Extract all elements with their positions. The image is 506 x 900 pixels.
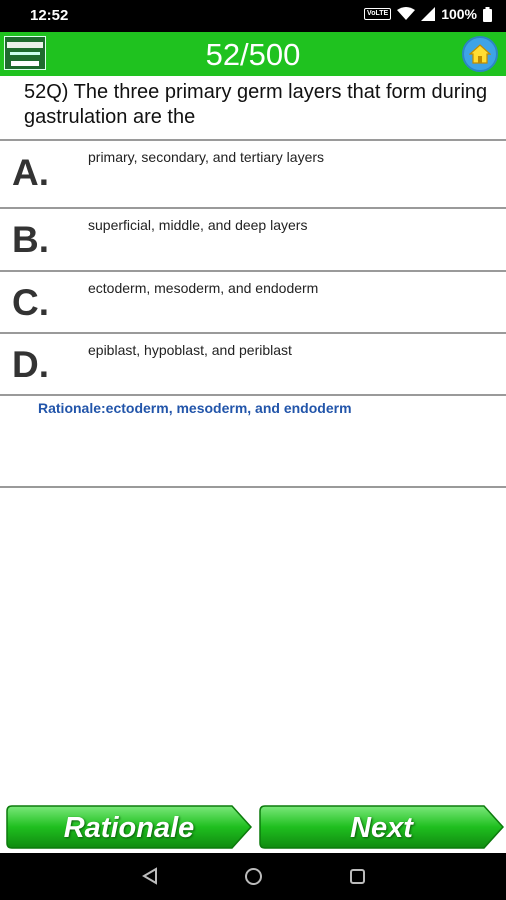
status-bar [0, 0, 506, 32]
back-icon[interactable] [141, 867, 159, 885]
battery-percent: 100% [441, 6, 477, 22]
rationale-text: Rationale:ectoderm, mesoderm, and endoderm [38, 400, 352, 416]
question-counter: 52/500 [205, 37, 301, 72]
signal-icon [421, 7, 435, 21]
system-nav-bar [0, 853, 506, 900]
question-text: 52Q) The three primary germ layers that form during gastrulation are the [24, 81, 488, 128]
wifi-icon [397, 7, 415, 21]
home-circle-icon[interactable] [244, 867, 263, 886]
option-b[interactable] [0, 209, 506, 272]
battery-icon [483, 7, 492, 22]
option-letter: B. [12, 219, 49, 260]
option-text: epiblast, hypoblast, and periblast [88, 342, 292, 358]
rationale-panel [0, 396, 506, 488]
home-icon [469, 44, 491, 64]
next-button[interactable] [259, 805, 504, 849]
option-d[interactable] [0, 334, 506, 396]
option-c[interactable] [0, 272, 506, 334]
home-button[interactable] [462, 36, 498, 72]
option-letter: A. [12, 152, 49, 193]
recents-icon[interactable] [349, 868, 366, 885]
option-text: ectoderm, mesoderm, and endoderm [88, 280, 319, 296]
status-time: 12:52 [30, 7, 69, 24]
next-button-label: Next [350, 812, 413, 844]
option-text: primary, secondary, and tertiary layers [88, 149, 325, 165]
option-text: superficial, middle, and deep layers [88, 217, 308, 233]
option-a[interactable] [0, 141, 506, 209]
status-icons [364, 6, 492, 22]
option-letter: C. [12, 282, 49, 323]
rationale-button[interactable] [6, 805, 252, 849]
option-letter: D. [12, 344, 49, 385]
volte-badge: VoLTE [364, 8, 391, 20]
rationale-button-label: Rationale [63, 812, 195, 844]
app-bar [0, 32, 506, 76]
